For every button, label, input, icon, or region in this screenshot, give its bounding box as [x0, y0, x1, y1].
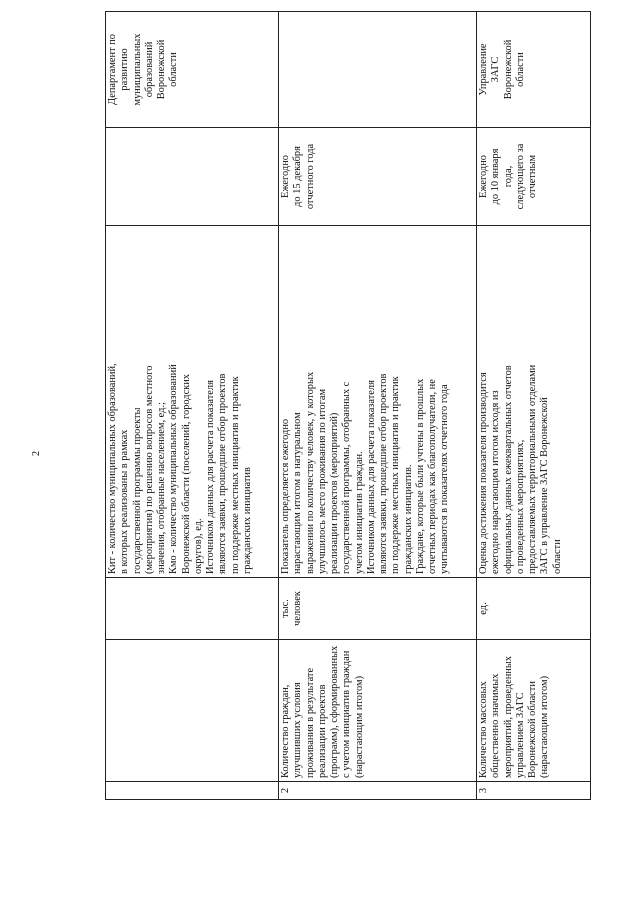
cell-text-line: Воронежской: [156, 39, 168, 100]
indicator-name-cell: [106, 640, 279, 782]
calculation-method-cell: [279, 226, 477, 578]
cell-text-line: в которых реализованы в рамках: [119, 429, 131, 574]
cell-text-line: Граждане, которые были учтены в прошлых: [414, 378, 426, 574]
table-row: [477, 12, 591, 800]
cell-text-line: отчетных периодах как благополучатели, не: [427, 379, 439, 574]
cell-text-line: управлением ЗАГС: [514, 692, 526, 778]
cell-text-line: области: [551, 539, 563, 574]
deadline-cell: [279, 128, 477, 226]
unit-cell: [106, 578, 279, 640]
row-number-cell: [279, 782, 477, 800]
cell-text-line: общественно значимых: [490, 673, 502, 778]
cell-text-line: ЗАГС: [490, 56, 502, 83]
cell-text-line: являются заявки, прошедшие отбор проектов: [217, 373, 229, 574]
cell-text-line: Ежегодно: [280, 155, 291, 198]
deadline-cell: [477, 128, 591, 226]
indicator-name-cell: [279, 640, 477, 782]
cell-text-line: улучшивших условия: [292, 682, 304, 778]
cell-text-line: до 10 января: [490, 148, 502, 205]
cell-text-line: Управление: [478, 43, 489, 96]
cell-text-line: ЗАГС в управление ЗАГС Воронежской: [539, 397, 551, 574]
row-number-cell: [477, 782, 591, 800]
cell-text-line: гражданских инициатив: [241, 467, 253, 574]
cell-text-line: о проведенных мероприятиях,: [514, 439, 526, 574]
cell-text-line: реализации проектов (мероприятий): [329, 412, 341, 574]
cell-text-line: муниципальных: [131, 33, 143, 106]
cell-text-line: развитию: [119, 48, 131, 91]
responsible-cell: [477, 12, 591, 128]
cell-text-line: нарастающим итогом в натуральном: [292, 412, 304, 574]
cell-text-line: с учетом инициатив граждан: [341, 650, 353, 778]
cell-text-line: улучшилось место проживания по итогам: [316, 388, 328, 574]
cell-text-line: следующего за: [514, 143, 526, 210]
cell-text-line: мероприятий, проведенных: [502, 656, 514, 778]
cell-text-line: учетом инициатив граждан.: [353, 451, 365, 574]
cell-text-line: области: [168, 52, 180, 87]
cell-text-line: Количество массовых: [478, 681, 489, 778]
deadline-cell: [106, 128, 279, 226]
cell-text-line: являются заявки, прошедшие отбор проектов: [378, 373, 390, 574]
cell-text-line: Воронежской области (поселений, городских: [180, 374, 192, 574]
calculation-method-cell: [477, 226, 591, 578]
cell-text-line: реализации проектов: [316, 684, 328, 778]
page-number: 2: [31, 451, 42, 456]
cell-text-line: учитываются в показателях отчетного года: [439, 384, 451, 574]
cell-text-line: области: [514, 52, 526, 87]
cell-text-line: года,: [502, 165, 514, 188]
cell-text-line: отчетным: [527, 154, 539, 199]
cell-text-line: образований: [143, 41, 155, 98]
cell-text-line: (нарастающим итогом): [539, 675, 551, 778]
cell-text-line: официальных данных ежеквартальных отчетов: [502, 365, 514, 574]
cell-text-line: предоставляемых территориальными отделами: [527, 364, 539, 574]
cell-text-line: Кит - количество муниципальных образований,: [107, 363, 118, 574]
responsible-cell: [106, 12, 279, 128]
cell-text-line: государственной программы, отобранных с: [341, 381, 353, 574]
cell-text-line: Показатель определяется ежегодно: [280, 418, 291, 574]
cell-text-line: (программ), сформированных: [329, 645, 341, 778]
cell-text-line: (нарастающим итогом): [353, 675, 365, 778]
cell-text-line: по поддержке местных инициатив и практик: [229, 376, 241, 574]
cell-text-line: ежегодно нарастающим итогом исходя из: [490, 390, 502, 574]
table-row: [279, 12, 477, 800]
cell-text-line: отчетного года: [304, 143, 316, 210]
cell-text-line: тыс.: [280, 599, 291, 618]
cell-text-line: Департамент по: [107, 34, 118, 105]
cell-text-line: выражении по количеству человек, у которых: [304, 371, 316, 574]
cell-text-line: гражданских инициатив.: [402, 464, 414, 574]
cell-text-line: округов), ед.: [192, 518, 204, 574]
cell-text-line: Кмо - количество муниципальных образований: [168, 364, 180, 574]
unit-cell: [279, 578, 477, 640]
cell-text-line: значения, отобранные населением, ед.;: [156, 402, 168, 574]
cell-text-line: Количество граждан,: [280, 684, 291, 778]
cell-text-line: человек: [292, 591, 304, 626]
cell-text-line: Оценка достижения показателя производится: [478, 372, 489, 574]
calculation-method-cell: [106, 226, 279, 578]
cell-text-line: (мероприятия) по решению вопросов местного: [143, 365, 155, 574]
cell-text-line: 2: [280, 787, 291, 794]
cell-text-line: до 15 декабря: [292, 146, 304, 207]
indicators-table: [105, 11, 591, 800]
indicator-name-cell: [477, 640, 591, 782]
cell-text-line: Источником данных для расчета показателя: [365, 380, 377, 574]
cell-text-line: проживания в результате: [304, 667, 316, 778]
cell-text-line: по поддержке местных инициатив и практик: [390, 376, 402, 574]
responsible-cell: [279, 12, 477, 128]
unit-cell: [477, 578, 591, 640]
table-row: [106, 12, 279, 800]
cell-text-line: ед.: [478, 602, 489, 615]
table-body: [106, 12, 591, 800]
cell-text-line: Воронежской: [502, 39, 514, 100]
row-number-cell: [106, 782, 279, 800]
cell-text-line: Воронежской области: [527, 681, 539, 778]
cell-text-line: 3: [478, 787, 489, 794]
rotated-page: [105, 12, 590, 800]
cell-text-line: Ежегодно: [478, 155, 489, 198]
cell-text-line: Источником данных для расчета показателя: [205, 380, 217, 574]
cell-text-line: государственной программы проекты: [131, 407, 143, 574]
